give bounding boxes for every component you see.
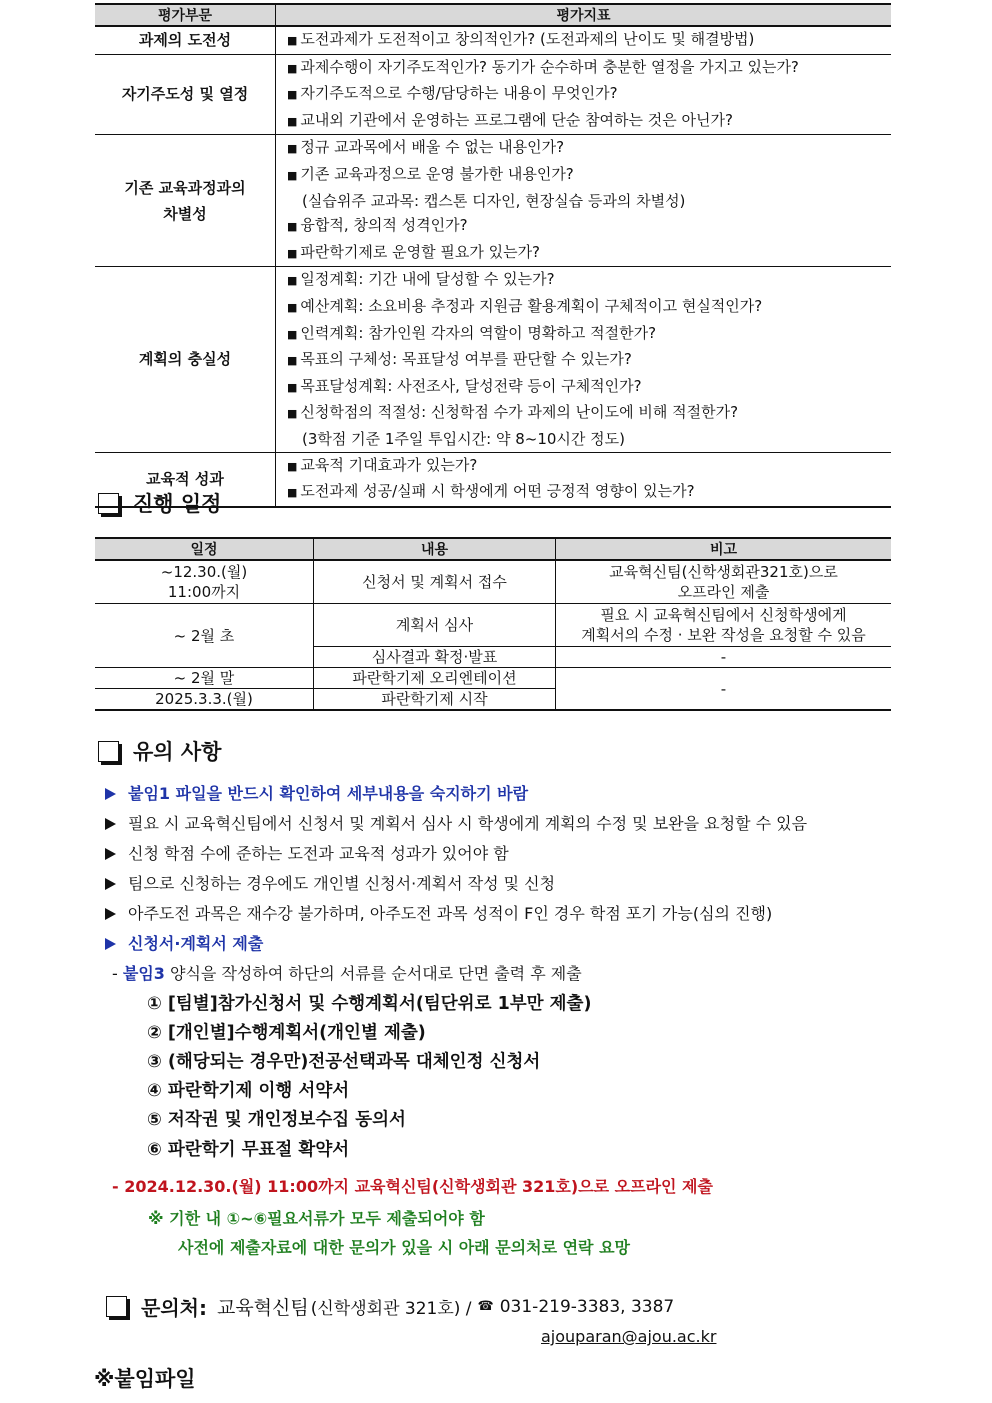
checkbox-square-icon [98, 741, 119, 762]
email-link[interactable]: ajouparan@ajou.ac.kr [541, 1327, 717, 1346]
square-bullet-icon: ■ [287, 220, 298, 234]
note-item: 팀으로 신청하는 경우에도 개인별 신청서·계획서 작성 및 신청 [105, 871, 555, 894]
square-bullet-icon: ■ [287, 61, 298, 75]
indicator-cell: ■ 일정계획: 기간 내에 달성할 수 있는가? ■ 예산계획: 소요비용 추정과 지원금 활용계획이 구체적이고 현실적인가? ■ 인력계획: 참가인원 각자의 역할이 명확하고 적절한가? ■ 목표의 구체성: 목표달성 여부를 판단할 수 있는가? ■ 목표달성계획: 사전조사, 달성전략 등이 구체적인가? ■ 신청학점의 적절성: 신청학점 수가 과제의 난이도에 비해 적절한가? (3학점 기준 1주일 투입시간: 약 8~10시간 정도) [276, 267, 892, 452]
checkbox-square-icon [98, 493, 119, 514]
phone-icon: ☎ [477, 1299, 494, 1314]
submit-instruction: - 붙임3 양식을 작성하여 하단의 서류를 순서대로 단면 출력 후 제출 [112, 964, 582, 983]
table-row [95, 604, 891, 647]
document-item: ② [개인별]수행계획서(개인별 제출) [147, 1023, 426, 1043]
document-item: ⑤ 저작권 및 개인정보수집 동의서 [147, 1110, 406, 1130]
triangle-bullet-icon [105, 908, 116, 920]
square-bullet-icon: ■ [287, 114, 298, 128]
triangle-bullet-icon [105, 878, 116, 890]
triangle-bullet-icon [105, 788, 116, 800]
deadline-text: - 2024.12.30.(월) 11:00까지 교육혁신팀(신학생회관 321호)으로 오프라인 제출 [112, 1177, 713, 1196]
content-cell: 파란학기제 오리엔테이션 [314, 668, 556, 689]
column-header: 평가부문 [95, 4, 276, 26]
contact-place: (신학생회관 321호) / [310, 1299, 472, 1319]
table-row [95, 135, 891, 267]
attachments-heading: ※붙임파일 [94, 1367, 196, 1391]
table-header-row [95, 4, 891, 26]
note-item: 신청 학점 수에 준하는 도전과 교육적 성과가 있어야 함 [105, 841, 509, 864]
column-header: 내용 [314, 538, 556, 560]
square-bullet-icon: ■ [287, 274, 298, 288]
note-item: 붙임1 파일을 반드시 확인하여 세부내용을 숙지하기 바람 [105, 781, 528, 804]
contact-label: 문의처: [141, 1296, 207, 1320]
category-cell: 기존 교육과정과의 차별성 [95, 135, 276, 267]
evaluation-table [95, 3, 891, 508]
indicator-cell: ■ 정규 교과목에서 배울 수 없는 내용인가? ■ 기존 교육과정으로 운영 불가한 내용인가? (실습위주 교과목: 캡스톤 디자인, 현장실습 등과의 차별성) ■ 융합적, 창의적 성격인가? ■ 파란학기제로 운영할 필요가 있는가? [276, 135, 892, 267]
date-cell: ~ 2월 말 [95, 668, 314, 689]
content-cell: 파란학기제 시작 [314, 689, 556, 711]
square-bullet-icon: ■ [287, 88, 298, 102]
checkbox-square-icon [106, 1296, 127, 1317]
contact-team: 교육혁신팀 [216, 1297, 309, 1319]
indicator-cell: ■ 도전과제가 도전적이고 창의적인가? (도전과제의 난이도 및 해결방법) [276, 26, 892, 54]
document-item: ⑥ 파란학기 무표절 확약서 [147, 1140, 350, 1160]
warning-text: 사전에 제출자료에 대한 문의가 있을 시 아래 문의처로 연락 요망 [178, 1238, 630, 1257]
triangle-bullet-icon [105, 818, 116, 830]
document-item: ④ 파란학기제 이행 서약서 [147, 1081, 350, 1101]
square-bullet-icon: ■ [287, 246, 298, 260]
date-cell: ~12.30.(월) 11:00까지 [95, 560, 314, 604]
date-cell: 2025.3.3.(월) [95, 689, 314, 711]
notes-heading: 유의 사항 [96, 736, 221, 766]
date-cell: ~ 2월 초 [95, 604, 314, 668]
category-cell: 과제의 도전성 [95, 26, 276, 54]
square-bullet-icon: ■ [287, 486, 298, 500]
warning-text: ※ 기한 내 ①~⑥필요서류가 모두 제출되어야 함 [148, 1209, 485, 1228]
document-item: ① [팀별]참가신청서 및 수행계획서(팀단위로 1부만 제출) [147, 994, 592, 1014]
table-row [95, 668, 891, 689]
note-cell: - [556, 647, 892, 668]
note-cell: 교육혁신팀(신학생회관321호)으로 오프라인 제출 [556, 560, 892, 604]
contact-line [104, 1292, 674, 1321]
column-header: 평가지표 [276, 4, 892, 26]
triangle-bullet-icon [105, 938, 116, 950]
schedule-table [95, 537, 891, 711]
content-cell: 신청서 및 계획서 접수 [314, 560, 556, 604]
note-item: 아주도전 과목은 재수강 불가하며, 아주도전 과목 성적이 F인 경우 학점 포기 가능(심의 진행) [105, 901, 772, 924]
square-bullet-icon: ■ [287, 354, 298, 368]
schedule-heading: 진행 일정 [96, 488, 221, 518]
triangle-bullet-icon [105, 848, 116, 860]
contact-phone: 031-219-3383, 3387 [499, 1296, 675, 1317]
table-header-row [95, 538, 891, 560]
note-item: 신청서·계획서 제출 [105, 931, 263, 954]
content-cell: 계획서 심사 [314, 604, 556, 647]
note-item: 필요 시 교육혁신팀에서 신청서 및 계획서 심사 시 학생에게 계획의 수정 및 보완을 요청할 수 있음 [105, 811, 807, 834]
square-bullet-icon: ■ [287, 300, 298, 314]
category-cell: 자기주도성 및 열정 [95, 54, 276, 135]
square-bullet-icon: ■ [287, 142, 298, 156]
table-row [95, 560, 891, 604]
square-bullet-icon: ■ [287, 407, 298, 421]
note-cell: - [556, 668, 892, 711]
note-cell: 필요 시 교육혁신팀에서 신청학생에게 계획서의 수정 · 보완 작성을 요청할 수 있음 [556, 604, 892, 647]
category-cell: 계획의 충실성 [95, 267, 276, 452]
column-header: 비고 [556, 538, 892, 560]
category-cell: 교육적 성과 [95, 452, 276, 507]
document-item: ③ (해당되는 경우만)전공선택과목 대체인정 신청서 [147, 1052, 541, 1072]
content-cell: 심사결과 확정·발표 [314, 647, 556, 668]
table-row [95, 54, 891, 135]
column-header: 일정 [95, 538, 314, 560]
square-bullet-icon: ■ [287, 327, 298, 341]
indicator-cell: ■ 교육적 기대효과가 있는가? ■ 도전과제 성공/실패 시 학생에게 어떤 긍정적 영향이 있는가? [276, 452, 892, 507]
square-bullet-icon: ■ [287, 34, 298, 47]
indicator-cell: ■ 과제수행이 자기주도적인가? 동기가 순수하며 충분한 열정을 가지고 있는가? ■ 자기주도적으로 수행/담당하는 내용이 무엇인가? ■ 교내외 기관에서 운영하는 프로그램에 단순 참여하는 것은 아닌가? [276, 54, 892, 135]
square-bullet-icon: ■ [287, 168, 298, 182]
square-bullet-icon: ■ [287, 380, 298, 394]
table-row [95, 267, 891, 452]
square-bullet-icon: ■ [287, 459, 298, 473]
table-row [95, 26, 891, 54]
